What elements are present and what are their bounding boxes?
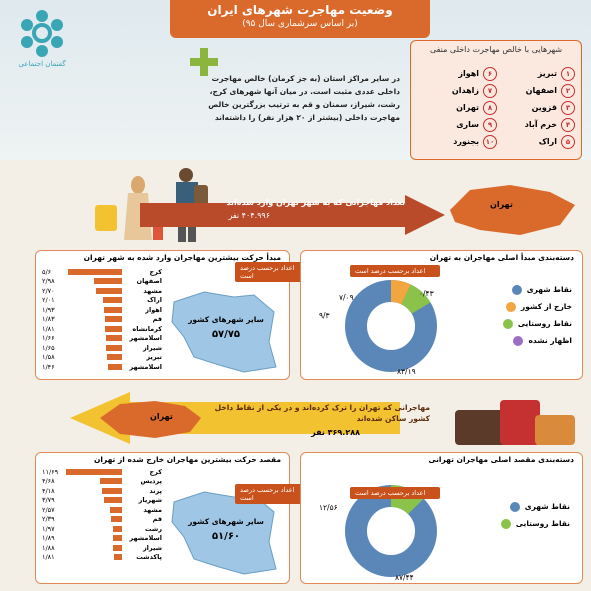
legend-item — [503, 281, 572, 298]
negative-city-item — [419, 99, 497, 116]
page-subtitle: (بر اساس سرشماری سال ۹۵) — [242, 19, 358, 29]
bar-row — [42, 505, 162, 515]
bar-row — [42, 362, 162, 372]
negative-cities-grid — [419, 65, 575, 150]
negative-city-item — [497, 82, 575, 99]
legend-item — [503, 298, 572, 315]
bar-fill — [104, 497, 122, 503]
outbound-breakdown-title: دسته‌بندی مقصد اصلی مهاجران تهرانی — [428, 455, 574, 464]
tehran-map-inbound — [440, 180, 580, 240]
legend-swatch — [513, 336, 523, 346]
legend-swatch — [512, 285, 522, 295]
negative-city-item — [419, 133, 497, 150]
bar-value: ۱/۹۷ — [41, 524, 55, 533]
negative-cities-heading: شهرهایی با خالص مهاجرت داخلی منفی — [429, 45, 563, 54]
bar-fill — [107, 354, 122, 360]
inbound-origins-title: مبدأ حرکت بیشترین مهاجران وارد شده به شهر تهران — [83, 253, 281, 262]
outbound-percent-ribbon-2: اعداد برحسب درصد است — [350, 487, 440, 499]
logo — [12, 8, 72, 78]
outbound-map-label: سایر شهرهای کشور — [188, 517, 264, 526]
bar-value: ۱/۸۸ — [41, 543, 55, 552]
title-banner — [170, 0, 430, 38]
outbound-donut-label: ۱۲/۵۶ — [319, 503, 338, 512]
city-name: خرم آباد — [524, 120, 557, 129]
bar-track — [64, 288, 122, 294]
inbound-count: ۴۰۴.۹۹۶ نفر — [228, 211, 270, 220]
bar-row — [42, 496, 162, 506]
bar-city-name: پاکدشت — [136, 553, 162, 562]
city-name: اهواز — [458, 69, 479, 78]
bar-track — [64, 488, 122, 494]
inbound-percent-ribbon-2: اعداد برحسب درصد است — [350, 265, 440, 277]
rank-badge: ۹ — [483, 118, 497, 132]
bar-track — [64, 345, 122, 351]
bar-track — [64, 545, 122, 551]
bar-row — [42, 515, 162, 525]
outbound-dest-panel — [35, 452, 290, 584]
bar-value: ۱/۶۶ — [41, 334, 55, 343]
legend-swatch — [510, 502, 520, 512]
inbound-donut-label: ۰/۴۳ — [419, 289, 434, 298]
legend-label: اظهار نشده — [528, 336, 572, 345]
city-name: ساری — [456, 120, 479, 129]
bar-track — [64, 297, 122, 303]
legend-label: نقاط روستایی — [515, 519, 570, 528]
bar-fill — [110, 507, 122, 513]
bar-row — [42, 467, 162, 477]
bar-fill — [96, 288, 122, 294]
inbound-legend — [503, 281, 572, 349]
legend-label: نقاط شهری — [524, 502, 570, 511]
inbound-map-value: ۵۷/۷۵ — [211, 329, 241, 340]
bar-value: ۱/۸۱ — [41, 553, 55, 562]
bar-row — [42, 553, 162, 563]
inbound-arrow-title: تعداد مهاجرانی که به شهر تهران وارد شده‌اند — [226, 198, 405, 207]
inbound-breakdown-panel — [300, 250, 583, 380]
legend-item — [503, 332, 572, 349]
outbound-map-value: ۵۱/۶۰ — [211, 531, 241, 542]
bar-track — [64, 269, 122, 275]
outbound-donut-label: ۸۷/۴۴ — [395, 573, 414, 582]
bar-fill — [113, 545, 122, 551]
bar-value: ۲/۰۱ — [41, 296, 55, 305]
bar-city-name: کرج — [149, 267, 162, 276]
bar-track — [64, 326, 122, 332]
legend-label: نقاط شهری — [526, 285, 572, 294]
bar-value: ۱/۸۱ — [41, 324, 55, 333]
bar-city-name: کرج — [149, 467, 162, 476]
bar-row — [42, 353, 162, 363]
bar-fill — [100, 478, 123, 484]
negative-city-item — [419, 65, 497, 82]
city-name: اراک — [538, 137, 557, 146]
logo-icon — [17, 8, 67, 58]
bar-track — [64, 335, 122, 341]
legend-swatch — [506, 302, 516, 312]
page-title: وضعیت مهاجرت شهرهای ایران — [207, 3, 393, 17]
bar-fill — [108, 364, 122, 370]
tehran-label-inbound: تهران — [490, 200, 513, 209]
bar-city-name: اسلامشهر — [129, 334, 162, 343]
negative-city-item — [419, 116, 497, 133]
bar-city-name: قم — [152, 515, 162, 524]
bar-value: ۱/۹۳ — [41, 305, 55, 314]
city-name: تبریز — [537, 69, 557, 78]
bar-row — [42, 334, 162, 344]
bar-track — [64, 316, 122, 322]
bar-track — [64, 554, 122, 560]
bar-row — [42, 524, 162, 534]
bar-city-name: اسلامشهر — [129, 362, 162, 371]
city-name: تهران — [456, 103, 479, 112]
outbound-dest-bars — [42, 467, 162, 562]
negative-city-item — [497, 65, 575, 82]
bar-fill — [111, 516, 123, 522]
inbound-percent-ribbon: اعداد برحسب درصد است — [235, 262, 315, 282]
rank-badge: ۶ — [483, 67, 497, 81]
bar-value: ۵/۶ — [41, 267, 52, 276]
bar-value: ۴/۶۸ — [41, 477, 55, 486]
negative-cities-box — [410, 40, 582, 160]
inbound-map-label: سایر شهرهای کشور — [188, 315, 264, 324]
bar-value: ۴/۱۸ — [41, 486, 55, 495]
legend-item — [501, 515, 570, 532]
logo-label: گفتمان اجتماعی — [18, 60, 66, 68]
inbound-breakdown-title: دسته‌بندی مبدأ اصلی مهاجران به تهران — [429, 253, 574, 262]
bar-city-name: اهواز — [145, 305, 162, 314]
rank-badge: ۱ — [561, 67, 575, 81]
bar-row — [42, 486, 162, 496]
negative-city-item — [497, 99, 575, 116]
bar-fill — [104, 307, 123, 313]
tehran-label-outbound: تهران — [150, 412, 173, 421]
bar-city-name: قم — [152, 315, 162, 324]
negative-city-item — [419, 82, 497, 99]
bar-city-name: رشت — [144, 524, 162, 533]
bar-row — [42, 296, 162, 306]
intro-text: در سایر مراکز استان (به جز کرمان) خالص مهاجرت داخلی عددی مثبت است. در میان آنها شهرهای کرج، رشت، شیراز، سمنان و قم به ترتیب بزرگترین خالص مهاجرت داخلی (بیشتر از ۲۰ هزار نفر) را داشته‌اند — [208, 74, 400, 122]
outbound-arrow-title: مهاجرانی که تهران را ترک کرده‌اند و در یکی از نقاط داخل کشور ساکن شده‌اند — [214, 403, 430, 423]
bar-value: ۲/۹۸ — [41, 277, 55, 286]
bar-fill — [94, 278, 123, 284]
bar-value: ۲/۷۰ — [41, 286, 55, 295]
inbound-donut-label: ۷/۰۹ — [339, 293, 354, 302]
bar-city-name: مشهد — [143, 286, 162, 295]
bar-row — [42, 277, 162, 287]
city-name: قزوین — [531, 103, 557, 112]
bar-city-name: تبریز — [146, 353, 162, 362]
bar-track — [64, 469, 122, 475]
bar-track — [64, 354, 122, 360]
bar-fill — [113, 535, 122, 541]
bar-value: ۱/۴۶ — [41, 362, 55, 371]
bar-fill — [106, 335, 122, 341]
bar-track — [64, 307, 122, 313]
bar-row — [42, 305, 162, 315]
bar-fill — [113, 526, 123, 532]
bar-fill — [105, 326, 122, 332]
bar-track — [64, 364, 122, 370]
bar-value: ۳/۷۹ — [41, 496, 55, 505]
bar-city-name: کرمانشاه — [132, 324, 162, 333]
bar-row — [42, 534, 162, 544]
bar-city-name: شهریار — [138, 496, 162, 505]
rank-badge: ۵ — [561, 135, 575, 149]
legend-swatch — [503, 319, 513, 329]
bar-value: ۱/۵۸ — [41, 353, 55, 362]
outbound-percent-ribbon: اعداد برحسب درصد است — [235, 484, 315, 504]
bar-track — [64, 497, 122, 503]
bar-city-name: اسلامشهر — [129, 534, 162, 543]
bar-row — [42, 286, 162, 296]
legend-item — [503, 315, 572, 332]
rank-badge: ۲ — [561, 84, 575, 98]
legend-label: نقاط روستایی — [517, 319, 572, 328]
legend-item — [501, 498, 570, 515]
bar-city-name: اراک — [147, 296, 162, 305]
bar-value: ۲/۳۹ — [41, 515, 55, 524]
outbound-legend — [501, 498, 570, 532]
bar-city-name: شیراز — [142, 343, 162, 352]
bar-city-name: مشهد — [143, 505, 162, 514]
bar-value: ۱/۶۵ — [41, 343, 55, 352]
bar-value: ۱۱/۶۹ — [41, 467, 59, 476]
bar-fill — [68, 269, 122, 275]
bar-city-name: پردیس — [140, 477, 162, 486]
city-name: اصفهان — [525, 86, 557, 95]
outbound-dest-title: مقصد حرکت بیشترین مهاجران خارج شده از تهران — [93, 455, 281, 464]
bar-row — [42, 324, 162, 334]
bar-fill — [103, 297, 122, 303]
bar-city-name: شیراز — [142, 543, 162, 552]
rank-badge: ۳ — [561, 101, 575, 115]
bar-fill — [114, 554, 123, 560]
bar-value: ۱/۸۹ — [41, 534, 55, 543]
suitcases-illustration — [450, 395, 580, 450]
inbound-donut-label: ۸۳/۱۹ — [397, 367, 416, 376]
bar-track — [64, 278, 122, 284]
rank-badge: ۷ — [483, 84, 497, 98]
bar-row — [42, 477, 162, 487]
rank-badge: ۴ — [561, 118, 575, 132]
bar-row — [42, 267, 162, 277]
bar-fill — [105, 316, 123, 322]
inbound-donut-label: ۹/۳ — [319, 311, 330, 320]
negative-city-item — [497, 133, 575, 150]
bar-track — [64, 478, 122, 484]
legend-swatch — [501, 519, 511, 529]
rank-badge: ۸ — [483, 101, 497, 115]
bar-track — [64, 535, 122, 541]
city-name: زاهدان — [451, 86, 479, 95]
bar-fill — [106, 345, 122, 351]
bar-fill — [66, 469, 122, 475]
outbound-count: ۳۶۹.۲۸۸ نفر — [311, 428, 360, 437]
negative-city-item — [497, 116, 575, 133]
bar-city-name: پرند — [149, 486, 162, 495]
bar-track — [64, 516, 122, 522]
city-name: بجنورد — [453, 137, 479, 146]
bar-value: ۲/۵۷ — [41, 505, 55, 514]
bar-value: ۱/۸۳ — [41, 315, 55, 324]
bar-city-name: اصفهان — [136, 277, 162, 286]
bar-fill — [102, 488, 122, 494]
inbound-origins-bars — [42, 267, 162, 372]
legend-label: خارج از کشور — [520, 302, 572, 311]
bar-row — [42, 315, 162, 325]
bar-row — [42, 343, 162, 353]
bar-track — [64, 507, 122, 513]
bar-row — [42, 543, 162, 553]
outbound-breakdown-panel — [300, 452, 583, 584]
bar-track — [64, 526, 122, 532]
rank-badge: ۱۰ — [483, 135, 497, 149]
